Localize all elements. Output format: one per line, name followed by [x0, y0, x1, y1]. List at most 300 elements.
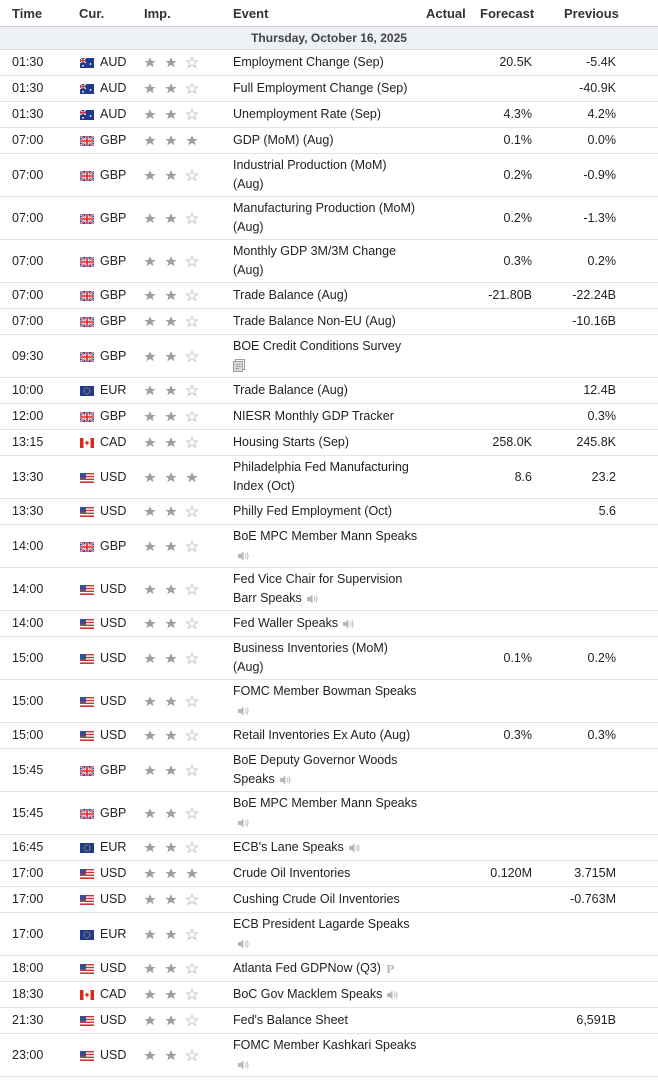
event-name[interactable]	[233, 915, 418, 953]
importance-rating	[143, 729, 197, 743]
event-name-text[interactable]: BoE MPC Member Mann Speaks	[233, 529, 418, 543]
star-filled-icon	[164, 134, 178, 148]
event-name-text[interactable]: Atlanta Fed GDPNow (Q3)	[233, 961, 381, 975]
event-time: 07:00	[12, 133, 44, 147]
event-row[interactable]	[0, 982, 658, 1008]
us-flag-icon	[80, 585, 94, 595]
gb-flag-icon	[80, 317, 94, 327]
previous-value: 4.2%	[587, 107, 616, 121]
event-row[interactable]	[0, 887, 658, 913]
us-flag-icon	[80, 964, 94, 974]
gb-flag-icon	[80, 766, 94, 776]
forecast-value: 0.1%	[503, 133, 532, 147]
previous-value: -1.3%	[583, 211, 616, 225]
speaker-icon	[237, 705, 250, 717]
event-time: 17:00	[12, 892, 44, 906]
importance-rating	[143, 695, 197, 709]
event-name-text[interactable]: GDP (MoM) (Aug)	[233, 133, 334, 147]
event-row[interactable]	[0, 128, 658, 154]
importance-rating	[143, 807, 197, 821]
speaker-icon	[306, 593, 319, 605]
event-name-text[interactable]: FOMC Member Bowman Speaks	[233, 684, 417, 698]
speaker-icon	[237, 938, 250, 950]
speaker-icon	[237, 1059, 250, 1071]
previous-column-header[interactable]: Previous	[564, 6, 619, 21]
importance-rating	[143, 436, 197, 450]
forecast-value: 0.1%	[503, 651, 532, 665]
event-row[interactable]	[0, 335, 658, 378]
event-name-text[interactable]: Fed Vice Chair for Supervision Barr Speaks	[233, 572, 403, 605]
event-time: 13:15	[12, 435, 44, 449]
forecast-value: 0.3%	[503, 254, 532, 268]
event-name[interactable]	[233, 381, 418, 400]
star-filled-icon	[143, 893, 157, 907]
event-name-text[interactable]: Philadelphia Fed Manufacturing Index (Oct)	[233, 460, 409, 493]
importance-rating	[143, 764, 197, 778]
event-name[interactable]	[233, 985, 418, 1004]
star-filled-icon	[164, 1014, 178, 1028]
previous-value: 6,591B	[576, 1013, 616, 1027]
event-currency: GBP	[100, 288, 127, 302]
event-time: 18:00	[12, 961, 44, 975]
event-row[interactable]	[0, 525, 658, 568]
event-row[interactable]	[0, 76, 658, 102]
event-currency: USD	[100, 728, 127, 742]
star-filled-icon	[143, 988, 157, 1002]
star-filled-icon	[143, 928, 157, 942]
importance-rating	[143, 1049, 197, 1063]
star-filled-icon	[164, 695, 178, 709]
event-name[interactable]	[233, 614, 418, 633]
event-currency: CAD	[100, 987, 127, 1001]
event-time: 18:30	[12, 987, 44, 1001]
event-name-text[interactable]: ECB President Lagarde Speaks	[233, 917, 410, 931]
event-name[interactable]	[233, 682, 418, 720]
star-filled-icon	[185, 867, 199, 881]
star-filled-icon	[164, 893, 178, 907]
event-name[interactable]	[233, 639, 418, 677]
event-name[interactable]	[233, 312, 418, 331]
event-name[interactable]	[233, 1036, 418, 1074]
event-name[interactable]	[233, 959, 418, 978]
preliminary-icon	[385, 963, 395, 975]
event-time: 07:00	[12, 254, 44, 268]
event-time: 12:00	[12, 409, 44, 423]
event-name-text[interactable]: Full Employment Change (Sep)	[233, 81, 408, 95]
event-time: 07:00	[12, 211, 44, 225]
event-name-text[interactable]: Industrial Production (MoM) (Aug)	[233, 158, 387, 191]
star-filled-icon	[164, 436, 178, 450]
event-currency: GBP	[100, 168, 127, 182]
event-name-text[interactable]: Fed Waller Speaks	[233, 616, 339, 630]
star-filled-icon	[143, 384, 157, 398]
forecast-value: 20.5K	[499, 55, 532, 69]
previous-value: 0.2%	[587, 254, 616, 268]
event-name[interactable]	[233, 53, 418, 72]
event-currency: GBP	[100, 409, 127, 423]
speaker-icon	[237, 817, 250, 829]
event-name[interactable]	[233, 242, 418, 280]
star-filled-icon	[143, 56, 157, 70]
event-row[interactable]	[0, 723, 658, 749]
star-outline-icon	[185, 350, 199, 364]
gb-flag-icon	[80, 352, 94, 362]
us-flag-icon	[80, 473, 94, 483]
event-time: 14:00	[12, 582, 44, 596]
event-row[interactable]	[0, 378, 658, 404]
event-currency: GBP	[100, 254, 127, 268]
event-name[interactable]	[233, 458, 418, 496]
previous-value: 245.8K	[576, 435, 616, 449]
event-name-text[interactable]: NIESR Monthly GDP Tracker	[233, 409, 394, 423]
previous-value: 23.2	[591, 470, 616, 484]
forecast-value: 258.0K	[492, 435, 532, 449]
star-outline-icon	[185, 893, 199, 907]
importance-rating	[143, 471, 197, 485]
importance-rating	[143, 255, 197, 269]
star-filled-icon	[143, 255, 157, 269]
us-flag-icon	[80, 619, 94, 629]
gb-flag-icon	[80, 171, 94, 181]
event-currency: USD	[100, 1013, 127, 1027]
star-outline-icon	[185, 928, 199, 942]
star-filled-icon	[143, 505, 157, 519]
event-name[interactable]	[233, 751, 418, 789]
event-row[interactable]	[0, 1008, 658, 1034]
importance-rating	[143, 867, 197, 881]
previous-value: -22.24B	[572, 288, 616, 302]
star-outline-icon	[185, 729, 199, 743]
event-name[interactable]	[233, 570, 418, 608]
importance-rating	[143, 56, 197, 70]
importance-rating	[143, 617, 197, 631]
time-column-header[interactable]: Time	[12, 6, 43, 21]
star-filled-icon	[143, 134, 157, 148]
star-filled-icon	[164, 56, 178, 70]
event-currency: GBP	[100, 763, 127, 777]
event-currency: AUD	[100, 55, 127, 69]
event-row[interactable]	[0, 568, 658, 611]
star-outline-icon	[185, 82, 199, 96]
star-outline-icon	[185, 695, 199, 709]
event-time: 15:00	[12, 651, 44, 665]
event-time: 13:30	[12, 470, 44, 484]
report-icon	[233, 359, 245, 372]
event-name-text[interactable]: Philly Fed Employment (Oct)	[233, 504, 393, 518]
forecast-value: -21.80B	[488, 288, 532, 302]
star-outline-icon	[185, 617, 199, 631]
event-name-text[interactable]: Business Inventories (MoM) (Aug)	[233, 641, 388, 674]
importance-column-header[interactable]: Imp.	[144, 6, 171, 21]
event-currency: AUD	[100, 107, 127, 121]
event-name[interactable]	[233, 105, 418, 124]
star-filled-icon	[164, 962, 178, 976]
star-outline-icon	[185, 988, 199, 1002]
event-name-text[interactable]: BoE MPC Member Mann Speaks	[233, 796, 418, 810]
previous-value: 0.3%	[587, 728, 616, 742]
event-row[interactable]	[0, 309, 658, 335]
star-filled-icon	[164, 1049, 178, 1063]
star-filled-icon	[164, 583, 178, 597]
event-time: 14:00	[12, 539, 44, 553]
event-currency: GBP	[100, 806, 127, 820]
event-time: 01:30	[12, 81, 44, 95]
event-name[interactable]	[233, 156, 418, 194]
eu-flag-icon	[80, 386, 94, 396]
importance-rating	[143, 169, 197, 183]
event-name[interactable]	[233, 131, 418, 150]
event-time: 01:30	[12, 107, 44, 121]
star-filled-icon	[143, 841, 157, 855]
us-flag-icon	[80, 654, 94, 664]
us-flag-icon	[80, 697, 94, 707]
event-row[interactable]	[0, 680, 658, 723]
event-row[interactable]	[0, 197, 658, 240]
forecast-column-header[interactable]: Forecast	[480, 6, 535, 21]
event-name[interactable]	[233, 527, 418, 565]
event-name-text[interactable]: Cushing Crude Oil Inventories	[233, 892, 400, 906]
star-filled-icon	[185, 471, 199, 485]
event-currency: USD	[100, 470, 127, 484]
star-filled-icon	[143, 583, 157, 597]
event-row[interactable]	[0, 50, 658, 76]
event-currency: GBP	[100, 539, 127, 553]
event-row[interactable]	[0, 637, 658, 680]
event-row[interactable]	[0, 913, 658, 956]
event-row[interactable]	[0, 861, 658, 887]
event-time: 14:00	[12, 616, 44, 630]
us-flag-icon	[80, 869, 94, 879]
speaker-icon	[342, 618, 355, 630]
event-time: 17:00	[12, 866, 44, 880]
event-row[interactable]	[0, 611, 658, 637]
star-filled-icon	[143, 652, 157, 666]
event-name-text[interactable]: Retail Inventories Ex Auto (Aug)	[233, 728, 411, 742]
event-time: 10:00	[12, 383, 44, 397]
event-currency: USD	[100, 694, 127, 708]
gb-flag-icon	[80, 291, 94, 301]
importance-rating	[143, 841, 197, 855]
event-row[interactable]	[0, 430, 658, 456]
us-flag-icon	[80, 1051, 94, 1061]
forecast-value: 8.6	[514, 470, 532, 484]
star-filled-icon	[164, 410, 178, 424]
previous-value: 12.4B	[583, 383, 616, 397]
event-name[interactable]	[233, 286, 418, 305]
importance-rating	[143, 962, 197, 976]
previous-value: -10.16B	[572, 314, 616, 328]
star-outline-icon	[185, 652, 199, 666]
star-filled-icon	[143, 169, 157, 183]
importance-rating	[143, 212, 197, 226]
calendar-header	[0, 0, 658, 27]
importance-rating	[143, 893, 197, 907]
event-name-text[interactable]: BoC Gov Macklem Speaks	[233, 987, 383, 1001]
event-name-text[interactable]: Crude Oil Inventories	[233, 866, 351, 880]
event-name[interactable]	[233, 433, 418, 452]
event-row[interactable]	[0, 792, 658, 835]
gb-flag-icon	[80, 809, 94, 819]
star-filled-icon	[164, 841, 178, 855]
gb-flag-icon	[80, 412, 94, 422]
event-name-text[interactable]: Employment Change (Sep)	[233, 55, 384, 69]
event-row[interactable]	[0, 102, 658, 128]
event-row[interactable]	[0, 835, 658, 861]
event-time: 15:45	[12, 806, 44, 820]
forecast-value: 0.3%	[503, 728, 532, 742]
event-row[interactable]	[0, 404, 658, 430]
event-name-text[interactable]: ECB's Lane Speaks	[233, 840, 344, 854]
event-name[interactable]	[233, 726, 418, 745]
forecast-value: 0.120M	[490, 866, 532, 880]
us-flag-icon	[80, 507, 94, 517]
ca-flag-icon	[80, 990, 94, 1000]
event-row[interactable]	[0, 154, 658, 197]
star-outline-icon	[185, 505, 199, 519]
star-outline-icon	[185, 255, 199, 269]
star-filled-icon	[164, 729, 178, 743]
event-currency: GBP	[100, 314, 127, 328]
star-outline-icon	[185, 764, 199, 778]
previous-value: -0.9%	[583, 168, 616, 182]
event-time: 23:00	[12, 1048, 44, 1062]
event-row[interactable]	[0, 456, 658, 499]
event-currency: USD	[100, 616, 127, 630]
event-time: 15:00	[12, 728, 44, 742]
speaker-icon	[386, 989, 399, 1001]
event-name[interactable]	[233, 407, 418, 426]
event-currency: USD	[100, 866, 127, 880]
importance-rating	[143, 928, 197, 942]
event-time: 07:00	[12, 288, 44, 302]
star-outline-icon	[185, 962, 199, 976]
event-row[interactable]	[0, 283, 658, 309]
event-row[interactable]	[0, 749, 658, 792]
us-flag-icon	[80, 731, 94, 741]
svg-text:P: P	[385, 962, 395, 975]
event-name-text[interactable]: BoE Deputy Governor Woods Speaks	[233, 753, 398, 786]
star-filled-icon	[164, 867, 178, 881]
star-outline-icon	[185, 289, 199, 303]
star-filled-icon	[143, 471, 157, 485]
event-name-text[interactable]: BOE Credit Conditions Survey	[233, 339, 402, 353]
star-filled-icon	[143, 540, 157, 554]
event-name[interactable]	[233, 1011, 418, 1030]
event-row[interactable]	[0, 499, 658, 525]
star-outline-icon	[185, 410, 199, 424]
star-filled-icon	[143, 289, 157, 303]
importance-rating	[143, 108, 197, 122]
importance-rating	[143, 988, 197, 1002]
star-outline-icon	[185, 1049, 199, 1063]
star-outline-icon	[185, 315, 199, 329]
star-filled-icon	[164, 540, 178, 554]
actual-column-header[interactable]: Actual	[426, 6, 466, 21]
star-filled-icon	[143, 1049, 157, 1063]
event-name[interactable]	[233, 890, 418, 909]
star-outline-icon	[185, 212, 199, 226]
star-filled-icon	[143, 108, 157, 122]
currency-column-header[interactable]: Cur.	[79, 6, 105, 21]
event-name[interactable]	[233, 864, 418, 883]
star-filled-icon	[143, 867, 157, 881]
star-outline-icon	[185, 436, 199, 450]
event-name-text[interactable]: Trade Balance Non-EU (Aug)	[233, 314, 396, 328]
event-column-header[interactable]: Event	[233, 6, 269, 21]
event-name-text[interactable]: Trade Balance (Aug)	[233, 383, 348, 397]
importance-rating	[143, 384, 197, 398]
event-name[interactable]	[233, 838, 418, 857]
importance-rating	[143, 134, 197, 148]
star-filled-icon	[143, 729, 157, 743]
event-name-text[interactable]: Housing Starts (Sep)	[233, 435, 350, 449]
speaker-icon	[348, 842, 361, 854]
star-outline-icon	[185, 1014, 199, 1028]
event-name-text[interactable]: Trade Balance (Aug)	[233, 288, 348, 302]
importance-rating	[143, 1014, 197, 1028]
event-currency: GBP	[100, 211, 127, 225]
event-name-text[interactable]: FOMC Member Kashkari Speaks	[233, 1038, 417, 1052]
importance-rating	[143, 315, 197, 329]
event-row[interactable]	[0, 956, 658, 982]
event-name[interactable]	[233, 337, 418, 375]
star-filled-icon	[164, 505, 178, 519]
event-currency: AUD	[100, 81, 127, 95]
au-flag-icon	[80, 110, 94, 120]
ca-flag-icon	[80, 438, 94, 448]
star-filled-icon	[164, 807, 178, 821]
star-filled-icon	[164, 212, 178, 226]
event-time: 21:30	[12, 1013, 44, 1027]
previous-value: -0.763M	[570, 892, 616, 906]
star-filled-icon	[164, 928, 178, 942]
star-filled-icon	[164, 350, 178, 364]
star-filled-icon	[164, 764, 178, 778]
star-filled-icon	[164, 471, 178, 485]
importance-rating	[143, 540, 197, 554]
star-filled-icon	[164, 315, 178, 329]
event-name[interactable]	[233, 794, 418, 832]
event-name[interactable]	[233, 502, 418, 521]
star-filled-icon	[143, 436, 157, 450]
event-name[interactable]	[233, 79, 418, 98]
event-time: 09:30	[12, 349, 44, 363]
event-time: 07:00	[12, 168, 44, 182]
forecast-value: 4.3%	[503, 107, 532, 121]
event-currency: CAD	[100, 435, 127, 449]
event-name-text[interactable]: Fed's Balance Sheet	[233, 1013, 348, 1027]
event-name-text[interactable]: Monthly GDP 3M/3M Change (Aug)	[233, 244, 397, 277]
star-outline-icon	[185, 807, 199, 821]
previous-value: 0.0%	[587, 133, 616, 147]
event-row[interactable]	[0, 1034, 658, 1077]
event-row[interactable]	[0, 240, 658, 283]
event-currency: EUR	[100, 840, 127, 854]
event-name[interactable]	[233, 199, 418, 237]
event-name-text[interactable]: Unemployment Rate (Sep)	[233, 107, 381, 121]
star-filled-icon	[143, 350, 157, 364]
event-currency: USD	[100, 582, 127, 596]
day-header: Thursday, October 16, 2025	[0, 27, 658, 50]
previous-value: 5.6	[598, 504, 616, 518]
star-filled-icon	[164, 652, 178, 666]
event-name-text[interactable]: Manufacturing Production (MoM) (Aug)	[233, 201, 416, 234]
us-flag-icon	[80, 1016, 94, 1026]
star-outline-icon	[185, 169, 199, 183]
importance-rating	[143, 505, 197, 519]
star-outline-icon	[185, 583, 199, 597]
star-outline-icon	[185, 384, 199, 398]
